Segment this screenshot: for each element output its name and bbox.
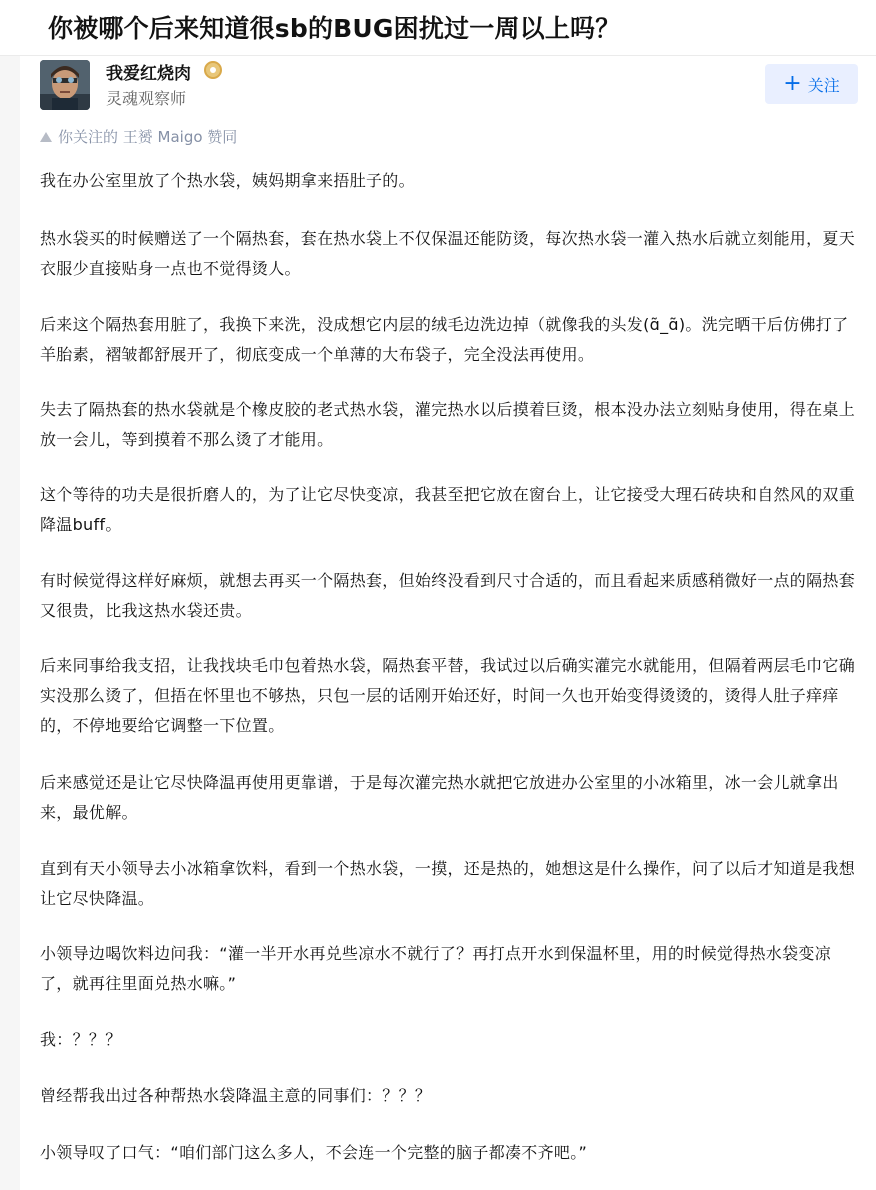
answer-paragraph: 热水袋买的时候赠送了一个隔热套，套在热水袋上不仅保温还能防烫，每次热水袋一灌入热水后就立刻能用，夏天衣服少直接贴身一点也不觉得烫人。 xyxy=(40,229,856,278)
answer-card xyxy=(20,56,876,1190)
answer-paragraph: 曾经帮我出过各种帮热水袋降温主意的同事们：？？？ xyxy=(40,1086,432,1105)
answer-paragraph: 失去了隔热套的热水袋就是个橡皮胶的老式热水袋，灌完热水以后摸着巨烫，根本没办法立刻贴身使用，得在桌上放一会儿，等到摸着不那么烫了才能用。 xyxy=(40,400,856,449)
answer-paragraph: 后来同事给我支招，让我找块毛巾包着热水袋，隔热套平替，我试过以后确实灌完水就能用，但隔着两层毛巾它确实没那么烫了，但捂在怀里也不够热，只包一层的话刚开始还好，时间一久也开始变得烫烫的，烫得人肚子痒痒的，不停地要给它调整一下位置。 xyxy=(40,656,856,735)
upvote-note xyxy=(40,126,237,147)
answer-paragraph: 我：？？？ xyxy=(40,1030,122,1049)
author-headline: 灵魂观察师 xyxy=(106,89,187,108)
answer-paragraph: 这个等待的功夫是很折磨人的，为了让它尽快变凉，我甚至把它放在窗台上，让它接受大理石砖块和自然风的双重降温buff。 xyxy=(40,485,856,534)
answer-paragraph: 我在办公室里放了个热水袋，姨妈期拿来捂肚子的。 xyxy=(40,171,415,190)
answer-paragraph: 小领导叹了口气：“咱们部门这么多人，不会连一个完整的脑子都凑不齐吧。” xyxy=(40,1143,588,1162)
answer-paragraph: 后来感觉还是让它尽快降温再使用更靠谱，于是每次灌完热水就把它放进办公室里的小冰箱里，冰一会儿就拿出来，最优解。 xyxy=(40,773,839,822)
honor-badge-icon xyxy=(204,61,222,79)
upvote-triangle-icon xyxy=(40,132,52,142)
avatar-image xyxy=(40,60,90,110)
follow-button[interactable] xyxy=(765,64,858,104)
answer-paragraph: 有时候觉得这样好麻烦，就想去再买一个隔热套，但始终没看到尺寸合适的，而且看起来质感稍微好一点的隔热套又很贵，比我这热水袋还贵。 xyxy=(40,571,856,620)
plus-icon: + xyxy=(783,71,802,96)
follow-button-label: 关注 xyxy=(807,75,840,95)
author-avatar[interactable] xyxy=(40,60,90,110)
answer-paragraph: 直到有天小领导去小冰箱拿饮料，看到一个热水袋，一摸，还是热的，她想这是什么操作，问了以后才知道是我想让它尽快降温。 xyxy=(40,859,856,908)
question-header xyxy=(0,0,876,56)
upvote-note-text[interactable]: 你关注的 王赟 Maigo 赞同 xyxy=(58,128,238,146)
author-name[interactable]: 我爱红烧肉 xyxy=(106,64,191,84)
answer-paragraph: 小领导边喝饮料边问我：“灌一半开水再兑些凉水不就行了？再打点开水到保温杯里，用的时候觉得热水袋变凉了，就再往里面兑热水嘛。” xyxy=(40,944,831,993)
answer-paragraph: 后来这个隔热套用脏了，我换下来洗，没成想它内层的绒毛边洗边掉（就像我的头发(ɑ̃_ɑ̃)。洗完晒干后仿佛打了羊胎素，褶皱都舒展开了，彻底变成一个单薄的大布袋子，完全没法再使用。 xyxy=(40,315,849,364)
question-title[interactable]: 你被哪个后来知道很sb的BUG困扰过一周以上吗？ xyxy=(48,14,621,43)
